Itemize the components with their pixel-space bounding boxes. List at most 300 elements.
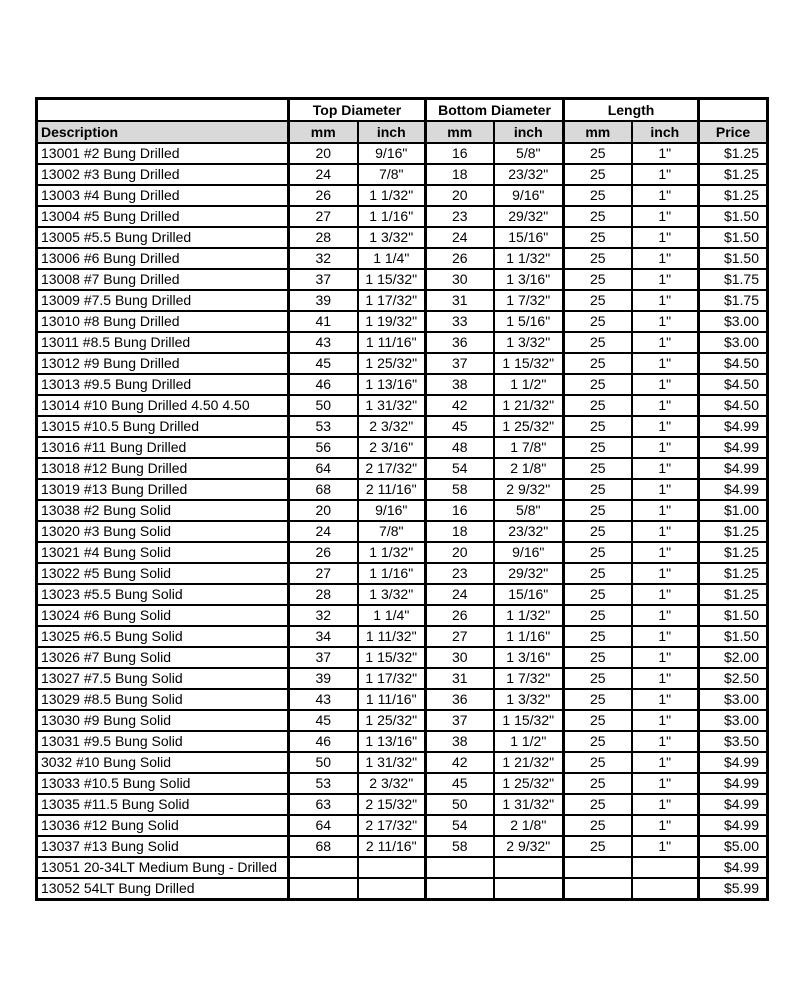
- column-header-inch-6: inch: [632, 121, 699, 143]
- cell-price: $1.50: [699, 626, 768, 647]
- group-header-top-diameter: Top Diameter: [289, 99, 426, 122]
- cell-mm: 27: [426, 626, 494, 647]
- cell-inch: 1 11/16": [358, 332, 426, 353]
- cell-inch: 1": [632, 143, 699, 164]
- table-row: [37, 815, 768, 836]
- cell-inch: 1 3/32": [494, 689, 564, 710]
- table-row: [37, 689, 768, 710]
- cell-mm: 25: [564, 164, 632, 185]
- table-row: [37, 584, 768, 605]
- cell-inch: 1": [632, 584, 699, 605]
- cell-mm: 25: [564, 332, 632, 353]
- cell-inch: 1": [632, 815, 699, 836]
- cell-mm: 25: [564, 458, 632, 479]
- cell-inch: 2 1/8": [494, 815, 564, 836]
- cell-inch: 2 17/32": [358, 815, 426, 836]
- cell-inch: 9/16": [494, 542, 564, 563]
- column-header-mm-1: mm: [289, 121, 358, 143]
- table-row: [37, 395, 768, 416]
- cell-desc: 13016 #11 Bung Drilled: [37, 437, 289, 458]
- cell-inch: 1": [632, 794, 699, 815]
- cell-mm: 25: [564, 437, 632, 458]
- cell-mm: 25: [564, 521, 632, 542]
- table-row: [37, 794, 768, 815]
- cell-mm: 28: [289, 227, 358, 248]
- cell-price: $2.50: [699, 668, 768, 689]
- cell-price: $1.25: [699, 185, 768, 206]
- cell-inch: 1 15/32": [494, 353, 564, 374]
- table-row: [37, 668, 768, 689]
- table-row: [37, 311, 768, 332]
- cell-inch: 1": [632, 290, 699, 311]
- cell-mm: 25: [564, 563, 632, 584]
- table-row: [37, 605, 768, 626]
- cell-mm: 54: [426, 815, 494, 836]
- cell-mm: 20: [426, 542, 494, 563]
- cell-price: $1.25: [699, 542, 768, 563]
- cell-mm: 32: [289, 605, 358, 626]
- cell-mm: 25: [564, 752, 632, 773]
- cell-mm: 24: [289, 521, 358, 542]
- cell-inch: 1 1/4": [358, 248, 426, 269]
- cell-mm: 58: [426, 479, 494, 500]
- cell-mm: 30: [426, 647, 494, 668]
- cell-mm: 18: [426, 164, 494, 185]
- cell-inch: 1 25/32": [494, 416, 564, 437]
- cell-mm: 43: [289, 332, 358, 353]
- cell-desc: 13035 #11.5 Bung Solid: [37, 794, 289, 815]
- cell-inch: 1": [632, 752, 699, 773]
- cell-price: $1.25: [699, 143, 768, 164]
- cell-mm: 25: [564, 353, 632, 374]
- cell-mm: 45: [289, 353, 358, 374]
- cell-mm: 23: [426, 206, 494, 227]
- table-row: [37, 836, 768, 857]
- cell-mm: 18: [426, 521, 494, 542]
- cell-price: $4.99: [699, 815, 768, 836]
- cell-price: $3.00: [699, 332, 768, 353]
- table-row: [37, 542, 768, 563]
- cell-inch: 1 13/16": [358, 731, 426, 752]
- cell-inch: 1 1/32": [494, 248, 564, 269]
- cell-mm: 20: [289, 143, 358, 164]
- cell-inch: 1": [632, 836, 699, 857]
- cell-inch: [494, 857, 564, 878]
- cell-inch: 1 17/32": [358, 668, 426, 689]
- cell-price: $3.00: [699, 710, 768, 731]
- product-table: [35, 97, 769, 901]
- cell-inch: 1 1/32": [358, 542, 426, 563]
- cell-desc: 13012 #9 Bung Drilled: [37, 353, 289, 374]
- cell-inch: 2 11/16": [358, 836, 426, 857]
- cell-inch: [358, 878, 426, 900]
- cell-mm: 25: [564, 500, 632, 521]
- cell-inch: 2 3/32": [358, 416, 426, 437]
- cell-inch: 1": [632, 395, 699, 416]
- cell-price: $1.00: [699, 500, 768, 521]
- cell-inch: 1 15/32": [494, 710, 564, 731]
- cell-mm: 37: [289, 647, 358, 668]
- cell-desc: 13015 #10.5 Bung Drilled: [37, 416, 289, 437]
- cell-desc: 13014 #10 Bung Drilled 4.50 4.50: [37, 395, 289, 416]
- cell-inch: 2 17/32": [358, 458, 426, 479]
- cell-inch: 1": [632, 563, 699, 584]
- table-row: [37, 710, 768, 731]
- cell-inch: 1 17/32": [358, 290, 426, 311]
- cell-mm: 25: [564, 794, 632, 815]
- cell-price: $5.99: [699, 878, 768, 900]
- cell-desc: 13004 #5 Bung Drilled: [37, 206, 289, 227]
- cell-mm: 26: [289, 542, 358, 563]
- cell-mm: [564, 857, 632, 878]
- table-row: [37, 521, 768, 542]
- cell-mm: 36: [426, 689, 494, 710]
- table-body: [37, 143, 768, 900]
- cell-mm: 25: [564, 290, 632, 311]
- cell-inch: [632, 857, 699, 878]
- cell-inch: 2 3/16": [358, 437, 426, 458]
- column-header-mm-3: mm: [426, 121, 494, 143]
- cell-mm: 20: [289, 500, 358, 521]
- cell-inch: 1": [632, 689, 699, 710]
- cell-inch: 1": [632, 710, 699, 731]
- cell-desc: 13036 #12 Bung Solid: [37, 815, 289, 836]
- cell-inch: 1 25/32": [358, 353, 426, 374]
- table-row: [37, 458, 768, 479]
- cell-price: $1.25: [699, 164, 768, 185]
- cell-inch: 1": [632, 374, 699, 395]
- cell-mm: 64: [289, 458, 358, 479]
- cell-mm: 42: [426, 395, 494, 416]
- cell-desc: 13013 #9.5 Bung Drilled: [37, 374, 289, 395]
- cell-mm: 37: [426, 353, 494, 374]
- cell-price: $1.25: [699, 521, 768, 542]
- cell-inch: 2 9/32": [494, 836, 564, 857]
- cell-price: $1.50: [699, 248, 768, 269]
- cell-inch: 9/16": [358, 143, 426, 164]
- cell-inch: 1": [632, 731, 699, 752]
- cell-inch: 1 31/32": [358, 395, 426, 416]
- cell-mm: 46: [289, 731, 358, 752]
- cell-mm: 68: [289, 479, 358, 500]
- cell-price: $4.99: [699, 752, 768, 773]
- cell-inch: 1": [632, 269, 699, 290]
- cell-price: $2.00: [699, 647, 768, 668]
- cell-mm: 25: [564, 710, 632, 731]
- cell-inch: 1 1/4": [358, 605, 426, 626]
- group-header-empty: [37, 99, 289, 122]
- cell-inch: [358, 857, 426, 878]
- cell-inch: 1 3/16": [494, 647, 564, 668]
- cell-mm: 63: [289, 794, 358, 815]
- column-header-description-0: Description: [37, 121, 289, 143]
- cell-inch: 23/32": [494, 521, 564, 542]
- cell-mm: 53: [289, 416, 358, 437]
- cell-price: $4.99: [699, 416, 768, 437]
- cell-inch: 1 1/32": [494, 605, 564, 626]
- table-row: [37, 164, 768, 185]
- cell-inch: 1": [632, 647, 699, 668]
- cell-desc: 13021 #4 Bung Solid: [37, 542, 289, 563]
- cell-inch: 1": [632, 542, 699, 563]
- table-row: [37, 878, 768, 900]
- table-row: [37, 437, 768, 458]
- cell-mm: 48: [426, 437, 494, 458]
- cell-inch: 7/8": [358, 164, 426, 185]
- cell-mm: 25: [564, 647, 632, 668]
- cell-mm: [426, 857, 494, 878]
- cell-mm: 38: [426, 731, 494, 752]
- cell-mm: 27: [289, 563, 358, 584]
- cell-price: $4.99: [699, 773, 768, 794]
- cell-mm: 25: [564, 416, 632, 437]
- cell-desc: 13019 #13 Bung Drilled: [37, 479, 289, 500]
- cell-desc: 13022 #5 Bung Solid: [37, 563, 289, 584]
- cell-mm: 39: [289, 668, 358, 689]
- cell-inch: 2 9/32": [494, 479, 564, 500]
- table-row: [37, 500, 768, 521]
- cell-price: $5.00: [699, 836, 768, 857]
- cell-mm: 39: [289, 290, 358, 311]
- cell-desc: 13026 #7 Bung Solid: [37, 647, 289, 668]
- cell-price: $1.25: [699, 584, 768, 605]
- cell-mm: 25: [564, 143, 632, 164]
- cell-inch: 1 1/16": [494, 626, 564, 647]
- cell-inch: 5/8": [494, 143, 564, 164]
- cell-desc: 13008 #7 Bung Drilled: [37, 269, 289, 290]
- cell-desc: 13037 #13 Bung Solid: [37, 836, 289, 857]
- cell-inch: 1": [632, 311, 699, 332]
- cell-mm: 43: [289, 689, 358, 710]
- cell-price: $4.50: [699, 395, 768, 416]
- column-header-inch-2: inch: [358, 121, 426, 143]
- cell-price: $3.50: [699, 731, 768, 752]
- cell-mm: 50: [289, 752, 358, 773]
- cell-price: $4.99: [699, 458, 768, 479]
- cell-desc: 13029 #8.5 Bung Solid: [37, 689, 289, 710]
- table-row: [37, 752, 768, 773]
- cell-mm: 37: [289, 269, 358, 290]
- cell-inch: 1 31/32": [358, 752, 426, 773]
- cell-mm: 50: [289, 395, 358, 416]
- table-row: [37, 290, 768, 311]
- cell-mm: 30: [426, 269, 494, 290]
- cell-inch: 2 1/8": [494, 458, 564, 479]
- cell-inch: 9/16": [358, 500, 426, 521]
- cell-desc: 13009 #7.5 Bung Drilled: [37, 290, 289, 311]
- cell-price: $1.75: [699, 290, 768, 311]
- cell-mm: [564, 878, 632, 900]
- cell-inch: 1": [632, 521, 699, 542]
- group-header-empty: [699, 99, 768, 122]
- cell-mm: 25: [564, 311, 632, 332]
- group-header-length: Length: [564, 99, 699, 122]
- cell-inch: 1 3/16": [494, 269, 564, 290]
- cell-desc: 13002 #3 Bung Drilled: [37, 164, 289, 185]
- table-row: [37, 269, 768, 290]
- cell-mm: 24: [426, 584, 494, 605]
- cell-mm: 28: [289, 584, 358, 605]
- cell-inch: 1 1/32": [358, 185, 426, 206]
- cell-mm: 68: [289, 836, 358, 857]
- cell-inch: 1": [632, 164, 699, 185]
- cell-desc: 13001 #2 Bung Drilled: [37, 143, 289, 164]
- cell-inch: 1 7/8": [494, 437, 564, 458]
- cell-mm: 25: [564, 542, 632, 563]
- cell-inch: 1 13/16": [358, 374, 426, 395]
- cell-inch: [632, 878, 699, 900]
- cell-mm: 50: [426, 794, 494, 815]
- cell-mm: 25: [564, 605, 632, 626]
- cell-mm: 27: [289, 206, 358, 227]
- cell-mm: [426, 878, 494, 900]
- cell-mm: 42: [426, 752, 494, 773]
- cell-price: $4.99: [699, 857, 768, 878]
- cell-price: $1.25: [699, 563, 768, 584]
- cell-inch: 1 7/32": [494, 668, 564, 689]
- cell-inch: 1 25/32": [494, 773, 564, 794]
- cell-desc: 13052 54LT Bung Drilled: [37, 878, 289, 900]
- cell-inch: 5/8": [494, 500, 564, 521]
- cell-desc: 13024 #6 Bung Solid: [37, 605, 289, 626]
- cell-mm: 25: [564, 689, 632, 710]
- cell-desc: 13006 #6 Bung Drilled: [37, 248, 289, 269]
- cell-mm: 53: [289, 773, 358, 794]
- cell-desc: 13020 #3 Bung Solid: [37, 521, 289, 542]
- cell-inch: 1": [632, 332, 699, 353]
- cell-mm: 16: [426, 143, 494, 164]
- table-row: [37, 416, 768, 437]
- cell-inch: 1": [632, 500, 699, 521]
- cell-inch: 1 11/32": [358, 626, 426, 647]
- cell-mm: 26: [289, 185, 358, 206]
- cell-desc: 13038 #2 Bung Solid: [37, 500, 289, 521]
- cell-inch: [494, 878, 564, 900]
- cell-mm: 56: [289, 437, 358, 458]
- cell-inch: 1": [632, 248, 699, 269]
- cell-mm: 26: [426, 248, 494, 269]
- table-row: [37, 185, 768, 206]
- cell-inch: 15/16": [494, 584, 564, 605]
- cell-desc: 13027 #7.5 Bung Solid: [37, 668, 289, 689]
- cell-mm: 25: [564, 269, 632, 290]
- table-row: [37, 563, 768, 584]
- cell-inch: 1 1/2": [494, 731, 564, 752]
- table-row: [37, 206, 768, 227]
- table-row: [37, 248, 768, 269]
- cell-inch: 1": [632, 626, 699, 647]
- cell-inch: 2 15/32": [358, 794, 426, 815]
- cell-desc: 3032 #10 Bung Solid: [37, 752, 289, 773]
- cell-inch: 1 3/32": [358, 227, 426, 248]
- cell-price: $3.00: [699, 689, 768, 710]
- table-row: [37, 731, 768, 752]
- cell-mm: 45: [426, 416, 494, 437]
- cell-inch: 1 31/32": [494, 794, 564, 815]
- cell-desc: 13011 #8.5 Bung Drilled: [37, 332, 289, 353]
- cell-inch: 1 3/32": [358, 584, 426, 605]
- cell-mm: 16: [426, 500, 494, 521]
- column-header-price-7: Price: [699, 121, 768, 143]
- cell-desc: 13051 20-34LT Medium Bung - Drilled: [37, 857, 289, 878]
- cell-mm: 45: [426, 773, 494, 794]
- cell-inch: 1 21/32": [494, 752, 564, 773]
- table-row: [37, 374, 768, 395]
- table-row: [37, 353, 768, 374]
- cell-inch: 9/16": [494, 185, 564, 206]
- cell-inch: 1": [632, 773, 699, 794]
- cell-inch: 1": [632, 479, 699, 500]
- cell-mm: 25: [564, 668, 632, 689]
- cell-inch: 1": [632, 206, 699, 227]
- cell-mm: 34: [289, 626, 358, 647]
- cell-inch: 2 3/32": [358, 773, 426, 794]
- cell-mm: 24: [426, 227, 494, 248]
- cell-price: $1.50: [699, 605, 768, 626]
- cell-price: $4.99: [699, 479, 768, 500]
- group-header-row: [37, 99, 768, 122]
- cell-inch: 1 3/32": [494, 332, 564, 353]
- cell-mm: 46: [289, 374, 358, 395]
- cell-inch: 29/32": [494, 206, 564, 227]
- cell-price: $1.50: [699, 227, 768, 248]
- cell-mm: 41: [289, 311, 358, 332]
- cell-inch: 1 25/32": [358, 710, 426, 731]
- spreadsheet-area: [35, 97, 769, 901]
- cell-price: $1.75: [699, 269, 768, 290]
- cell-inch: 7/8": [358, 521, 426, 542]
- cell-inch: 2 11/16": [358, 479, 426, 500]
- cell-price: $4.99: [699, 437, 768, 458]
- cell-mm: 23: [426, 563, 494, 584]
- column-header-row: [37, 121, 768, 143]
- cell-mm: 25: [564, 206, 632, 227]
- cell-inch: 1 1/16": [358, 206, 426, 227]
- cell-inch: 1 21/32": [494, 395, 564, 416]
- cell-mm: [289, 857, 358, 878]
- cell-desc: 13025 #6.5 Bung Solid: [37, 626, 289, 647]
- table-row: [37, 857, 768, 878]
- cell-inch: 1 5/16": [494, 311, 564, 332]
- table-row: [37, 227, 768, 248]
- cell-mm: 25: [564, 731, 632, 752]
- column-header-inch-4: inch: [494, 121, 564, 143]
- cell-inch: 1 7/32": [494, 290, 564, 311]
- cell-mm: 31: [426, 290, 494, 311]
- cell-mm: 26: [426, 605, 494, 626]
- cell-mm: 25: [564, 248, 632, 269]
- cell-inch: 1 15/32": [358, 647, 426, 668]
- table-row: [37, 479, 768, 500]
- cell-desc: 13033 #10.5 Bung Solid: [37, 773, 289, 794]
- cell-mm: 25: [564, 815, 632, 836]
- cell-price: $4.99: [699, 794, 768, 815]
- table-header: [37, 99, 768, 144]
- cell-desc: 13005 #5.5 Bung Drilled: [37, 227, 289, 248]
- cell-mm: 25: [564, 395, 632, 416]
- cell-price: $3.00: [699, 311, 768, 332]
- cell-inch: 1 11/16": [358, 689, 426, 710]
- cell-desc: 13003 #4 Bung Drilled: [37, 185, 289, 206]
- cell-inch: 1": [632, 416, 699, 437]
- group-header-bottom-diameter: Bottom Diameter: [426, 99, 564, 122]
- cell-inch: 23/32": [494, 164, 564, 185]
- cell-desc: 13018 #12 Bung Drilled: [37, 458, 289, 479]
- column-header-mm-5: mm: [564, 121, 632, 143]
- cell-inch: 1": [632, 437, 699, 458]
- cell-desc: 13010 #8 Bung Drilled: [37, 311, 289, 332]
- cell-mm: 25: [564, 584, 632, 605]
